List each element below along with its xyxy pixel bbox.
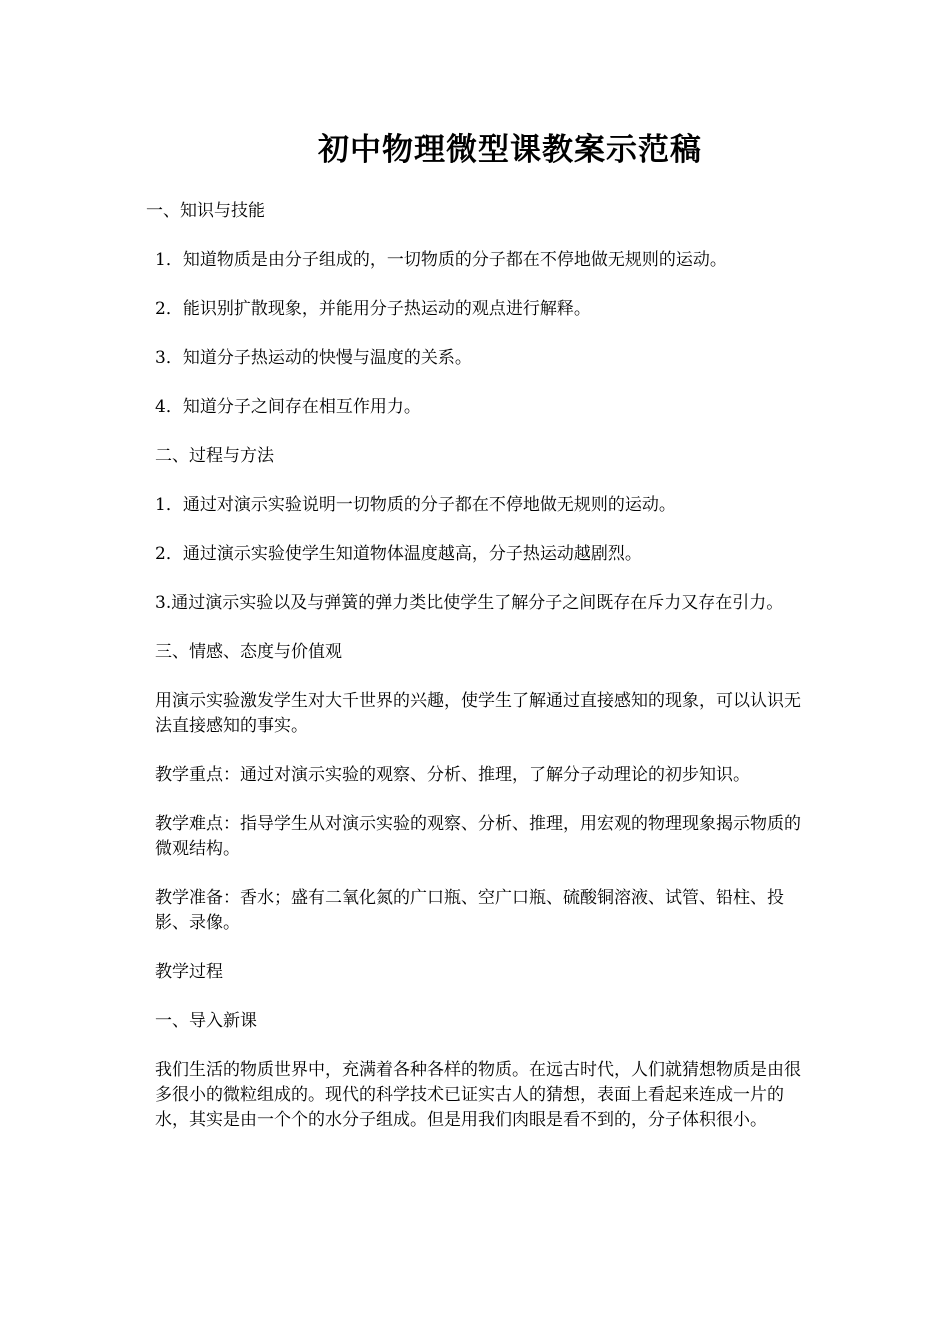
section-heading-introduction: 一、导入新课 — [155, 1011, 257, 1031]
list-item: 2．能识别扩散现象，并能用分子热运动的观点进行解释。 — [155, 299, 591, 319]
list-item: 3．知道分子热运动的快慢与温度的关系。 — [155, 348, 472, 368]
body-paragraph: 我们生活的物质世界中，充满着各种各样的物质。在远古时代，人们就猜想物质是由很多很小的微粒组成的。现代的科学技术已证实古人的猜想，表面上看起来连成一片的水，其实是由一个个的水分子组成。但是用我们肉眼是看不到的，分子体积很小。 — [155, 1060, 801, 1130]
body-paragraph: 用演示实验激发学生对大千世界的兴趣，使学生了解通过直接感知的现象，可以认识无法直接感知的事实。 — [155, 691, 801, 736]
section-heading-knowledge: 一、知识与技能 — [146, 201, 265, 221]
document-body — [146, 199, 810, 1157]
section-heading-process: 二、过程与方法 — [155, 446, 274, 466]
teaching-focus: 教学重点：通过对演示实验的观察、分析、推理，了解分子动理论的初步知识。 — [155, 765, 750, 785]
list-item: 2．通过演示实验使学生知道物体温度越高，分子热运动越剧烈。 — [155, 544, 642, 564]
list-item: 3.通过演示实验以及与弹簧的弹力类比使学生了解分子之间既存在斥力又存在引力。 — [155, 593, 784, 613]
teaching-difficulty: 教学难点：指导学生从对演示实验的观察、分析、推理，用宏观的物理现象揭示物质的微观结构。 — [155, 814, 801, 859]
list-item: 1．知道物质是由分子组成的，一切物质的分子都在不停地做无规则的运动。 — [155, 250, 727, 270]
list-item: 1．通过对演示实验说明一切物质的分子都在不停地做无规则的运动。 — [155, 495, 676, 515]
list-item: 4．知道分子之间存在相互作用力。 — [155, 397, 421, 417]
document-title: 初中物理微型课教案示范稿 — [318, 132, 702, 168]
teaching-preparation: 教学准备：香水；盛有二氧化氮的广口瓶、空广口瓶、硫酸铜溶液、试管、铅柱、投影、录像。 — [155, 888, 784, 933]
section-heading-attitude: 三、情感、态度与价值观 — [155, 642, 342, 662]
section-heading-teaching-process: 教学过程 — [155, 962, 223, 982]
